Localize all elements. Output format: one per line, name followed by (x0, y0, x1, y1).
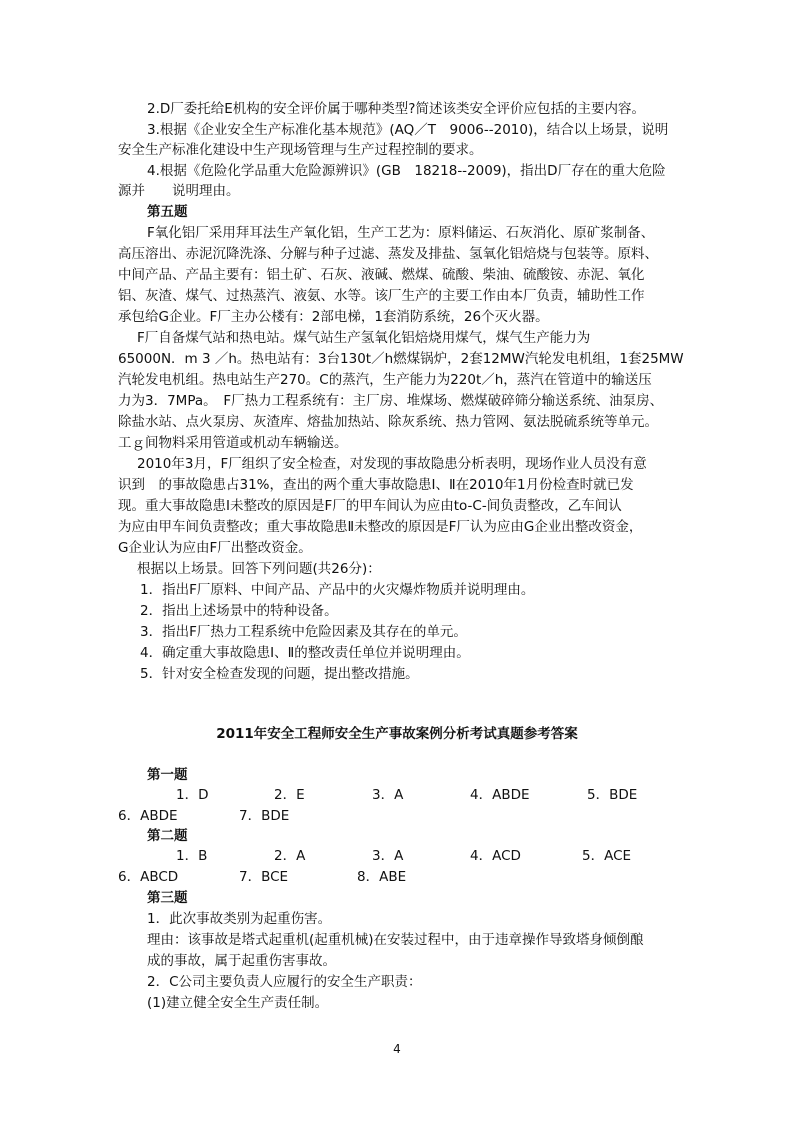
answer-item: 6．ABDE (118, 808, 178, 824)
answer-item: 4．ABDE (470, 787, 530, 803)
q5-p2-line: 汽轮发电机组。热电站生产270。C的蒸汽，生产能力为220t／h，蒸汽在管道中的输送压 (118, 372, 652, 388)
answers-s3-line: (1)建立健全安全生产责任制。 (147, 995, 329, 1011)
q5-p3-line: 2010年3月，F厂组织了安全检查，对发现的事故隐患分析表明，现场作业人员没有意 (137, 456, 647, 472)
q4-item-3-cont: 安全生产标准化建设中生产现场管理与生产过程控制的要求。 (118, 142, 483, 158)
answers-s2-heading: 第二题 (147, 828, 188, 844)
q4-item-2: 2.D厂委托给E机构的安全评价属于哪种类型?简述该类安全评价应包括的主要内容。 (147, 101, 645, 117)
q5-p2-line: 65000N．m 3 ／h。热电站有：3台130t／h燃煤锅炉，2套12MW汽轮发电机组，1套25MW (118, 351, 684, 367)
answers-title: 2011年安全工程师安全生产事故案例分析考试真题参考答案 (216, 726, 578, 742)
answer-item: 5．ACE (582, 848, 632, 864)
answer-item: 5．BDE (587, 787, 638, 803)
q5-question: 3．指出F厂热力工程系统中危险因素及其存在的单元。 (140, 624, 467, 640)
q5-question: 2．指出上述场景中的特种设备。 (140, 603, 338, 619)
answers-s3-line: 1．此次事故类别为起重伤害。 (147, 911, 332, 927)
answer-item: 8．ABE (357, 869, 407, 885)
q5-p3-line: 现。重大事故隐患Ⅰ未整改的原因是F厂的甲车间认为应由to-C-间负责整改，乙车间认 (118, 498, 622, 514)
q5-p2-line: 力为3．7MPa。 F厂热力工程系统有：主厂房、堆煤场、燃煤破碎筛分输送系统、油泵房、 (118, 393, 664, 409)
q5-p1-line: 中间产品、产品主要有：铝土矿、石灰、液碱、燃煤、硫酸、柴油、硫酸铵、赤泥、氧化 (118, 267, 645, 283)
q5-prompt: 根据以上场景。回答下列问题(共26分)： (137, 561, 381, 577)
q5-p1-line: 高压溶出、赤泥沉降洗涤、分解与种子过滤、蒸发及排盐、氢氧化铝焙烧与包装等。原料、 (118, 246, 658, 262)
q5-p2-line: F厂自备煤气站和热电站。煤气站生产氢氧化铝焙烧用煤气，煤气生产能力为 (137, 330, 591, 346)
answers-s3-line: 理由：该事故是塔式起重机(起重机械)在安装过程中，由于违章操作导致塔身倾倒酿 (147, 932, 644, 948)
page-number: 4 (393, 1042, 401, 1056)
answer-item: 3．A (372, 787, 404, 803)
answer-item: 1．D (176, 787, 209, 803)
q5-p3-line: G企业认为应由F厂出整改资金。 (118, 540, 312, 556)
q4-item-4: 4.根据《危险化学品重大危险源辨识》(GB 18218--2009)，指出D厂存在的重大危险 (147, 163, 666, 179)
answers-s3-line: 成的事故，属于起重伤害事故。 (147, 953, 336, 969)
answers-s1-heading: 第一题 (147, 767, 188, 783)
answer-item: 7．BCE (239, 869, 289, 885)
answer-item: 1．B (176, 848, 208, 864)
q4-item-4-cont: 源并 说明理由。 (118, 183, 240, 199)
answer-item: 2．A (274, 848, 306, 864)
q5-p2-line: 工ｇ间物料采用管道或机动车辆输送。 (118, 435, 348, 451)
answers-s3-heading: 第三题 (147, 890, 188, 906)
q5-question: 4．确定重大事故隐患Ⅰ、Ⅱ的整改责任单位并说明理由。 (140, 645, 470, 661)
q5-p3-line: 为应由甲车间负责整改；重大事故隐患Ⅱ未整改的原因是F厂认为应由G企业出整改资金， (118, 519, 643, 535)
answers-s3-line: 2．C公司主要负责人应履行的安全生产职责： (147, 974, 422, 990)
q5-p1-line: F氧化铝厂采用拜耳法生产氧化铝，生产工艺为：原料储运、石灰消化、原矿浆制备、 (147, 225, 655, 241)
q5-question: 5．针对安全检查发现的问题，提出整改措施。 (140, 666, 419, 682)
q4-item-3: 3.根据《企业安全生产标准化基本规范》(AQ／T 9006--2010)，结合以上场景，说明 (147, 122, 669, 138)
answer-item: 4．ACD (470, 848, 521, 864)
q5-heading: 第五题 (147, 204, 188, 220)
q5-p1-line: 铝、灰渣、煤气、过热蒸汽、液氨、水等。该厂生产的主要工作由本厂负责，辅助性工作 (118, 288, 645, 304)
answer-item: 3．A (372, 848, 404, 864)
answer-item: 7．BDE (239, 808, 290, 824)
q5-p3-line: 识到 的事故隐患占31%，查出的两个重大事故隐患Ⅰ、Ⅱ在2010年1月份检查时就已发 (118, 477, 634, 493)
q5-p1-line: 承包给G企业。F厂主办公楼有：2部电梯，1套消防系统，26个灭火器。 (118, 309, 549, 325)
q5-p2-line: 除盐水站、点火泵房、灰渣库、熔盐加热站、除灰系统、热力管网、氨法脱硫系统等单元。 (118, 414, 658, 430)
answer-item: 6．ABCD (118, 869, 179, 885)
q5-question: 1．指出F厂原料、中间产品、产品中的火灾爆炸物质并说明理由。 (140, 582, 535, 598)
answer-item: 2．E (274, 787, 305, 803)
